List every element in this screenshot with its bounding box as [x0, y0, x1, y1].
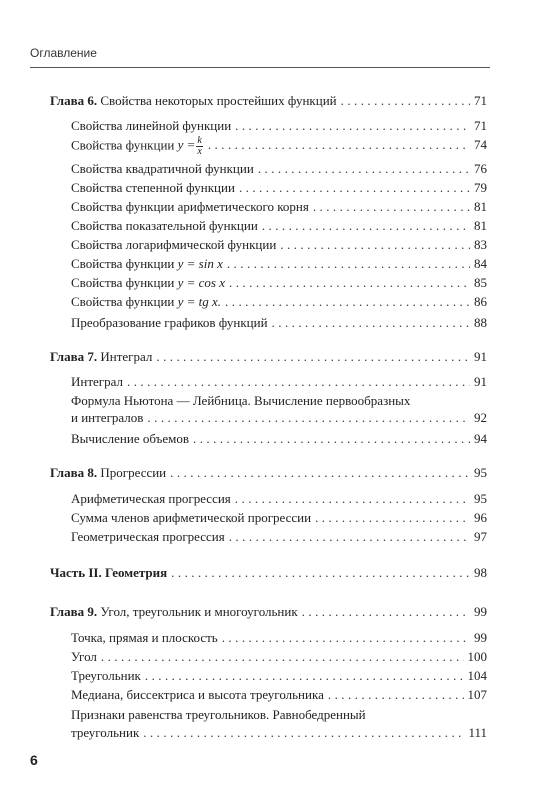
leader-dots [143, 724, 464, 741]
formula [177, 135, 204, 157]
leader-dots [313, 198, 470, 215]
leader-dots [222, 629, 470, 646]
page-number: 85 [474, 275, 487, 290]
chapter-label: Глава 7. [50, 349, 98, 364]
page-number: 76 [474, 161, 487, 176]
chapter-6-heading [50, 92, 337, 109]
part-title: Часть II. Геометрия [50, 565, 168, 580]
entry-title: Угол [71, 649, 97, 664]
toc-entry[interactable] [71, 629, 487, 646]
entry-text: Свойства функции [71, 256, 175, 271]
formula: y = tg x. [177, 294, 222, 309]
leader-dots [208, 136, 470, 153]
leader-dots [262, 217, 470, 234]
entry-title: Свойства линейной функции [71, 118, 232, 133]
page-number: 81 [474, 199, 487, 214]
toc-entry[interactable] [71, 430, 487, 447]
entry-title-line-1[interactable]: Формула Ньютона — Лейбница. Вычисление первообразных [71, 393, 411, 408]
toc-entry[interactable] [71, 236, 487, 253]
leader-dots [272, 314, 470, 331]
toc-entry[interactable] [71, 490, 487, 507]
leader-dots [341, 92, 470, 109]
leader-dots [258, 160, 470, 177]
toc-entry[interactable] [71, 648, 487, 665]
chapter-title: Интеграл [100, 349, 153, 364]
page-number: 97 [474, 529, 487, 544]
toc-entry[interactable] [71, 160, 487, 177]
leader-dots [235, 117, 470, 134]
toc-entry[interactable] [71, 217, 487, 234]
entry-text: Свойства функции [71, 294, 175, 309]
page-number: 104 [467, 668, 487, 683]
leader-dots [171, 564, 470, 581]
entry-title [71, 136, 204, 157]
header-rule [30, 67, 490, 68]
entry-title: Свойства показательной функции [71, 218, 258, 233]
entry-title: Точка, прямая и плоскость [71, 630, 218, 645]
leader-dots [145, 667, 464, 684]
toc-entry[interactable] [71, 686, 487, 703]
chapter-7-heading [50, 348, 152, 365]
chapter-title: Прогрессии [100, 465, 167, 480]
entry-title: Сумма членов арифметической прогрессии [71, 510, 312, 525]
leader-dots [101, 648, 464, 665]
toc-entry[interactable] [71, 179, 487, 196]
leader-dots [302, 603, 470, 620]
toc-chapter-6[interactable] [50, 92, 487, 109]
chapter-label: Глава 6. [50, 93, 98, 108]
toc-entry[interactable] [71, 136, 487, 157]
formula-lhs: y = [177, 137, 196, 153]
leader-dots [170, 464, 470, 481]
toc-part-2[interactable] [50, 564, 487, 581]
toc-chapter-9[interactable] [50, 603, 487, 620]
formula: y = cos x [177, 275, 226, 290]
leader-dots [193, 430, 470, 447]
page-number: 98 [474, 565, 487, 580]
entry-title [71, 293, 221, 310]
page-number: 71 [474, 93, 487, 108]
page-number: 79 [474, 180, 487, 195]
entry-title-line-2: треугольник [71, 725, 140, 740]
leader-dots [156, 348, 470, 365]
page-number: 100 [467, 649, 487, 664]
page-number: 99 [474, 604, 487, 619]
toc-entry[interactable] [71, 528, 487, 545]
page-number: 94 [474, 431, 487, 446]
page-number: 84 [474, 256, 487, 271]
toc-entry[interactable] [71, 409, 487, 426]
page-number: 107 [467, 687, 487, 702]
leader-dots [315, 509, 470, 526]
page-number: 81 [474, 218, 487, 233]
running-header: Оглавление [30, 46, 97, 60]
chapter-title: Свойства некоторых простейших функций [100, 93, 337, 108]
leader-dots [147, 409, 470, 426]
page-number: 74 [474, 137, 487, 153]
entry-text: Свойства функции [71, 137, 175, 153]
leader-dots [229, 528, 470, 545]
leader-dots [235, 490, 470, 507]
entry-title: Медиана, биссектриса и высота треугольника [71, 687, 324, 702]
leader-dots [239, 179, 470, 196]
page-number: 95 [474, 465, 487, 480]
chapter-8-heading [50, 464, 166, 481]
page-number: 111 [468, 725, 487, 740]
page-number: 96 [474, 510, 487, 525]
page-number: 99 [474, 630, 487, 645]
page-number: 95 [474, 491, 487, 506]
page-number: 71 [474, 118, 487, 133]
page-number: 92 [474, 410, 487, 425]
chapter-label: Глава 8. [50, 465, 98, 480]
toc-entry[interactable] [71, 117, 487, 134]
toc-entry[interactable] [71, 314, 487, 331]
entry-title-line-2: и интегралов [71, 410, 144, 425]
entry-title: Свойства функции арифметического корня [71, 199, 309, 214]
toc-entry[interactable] [71, 509, 487, 526]
chapter-title: Угол, треугольник и многоугольник [100, 604, 298, 619]
toc-entry[interactable] [71, 198, 487, 215]
entry-title: Интеграл [71, 374, 123, 389]
page-number-footer: 6 [30, 752, 38, 768]
leader-dots [127, 373, 470, 390]
leader-dots [225, 293, 470, 310]
entry-title: Арифметическая прогрессия [71, 491, 231, 506]
leader-dots [328, 686, 464, 703]
toc-chapter-7[interactable] [50, 348, 487, 365]
leader-dots [229, 274, 470, 291]
entry-title: Треугольник [71, 668, 141, 683]
entry-title [71, 274, 225, 291]
chapter-label: Глава 9. [50, 604, 98, 619]
page-number: 91 [474, 374, 487, 389]
toc-entry[interactable] [71, 667, 487, 684]
chapter-9-heading [50, 603, 298, 620]
page-number: 83 [474, 237, 487, 252]
toc-entry[interactable] [71, 255, 487, 272]
toc-entry[interactable] [71, 724, 487, 741]
entry-title: Преобразование графиков функций [71, 315, 268, 330]
fraction-denominator: x [197, 146, 202, 157]
page-number: 88 [474, 315, 487, 330]
toc-entry[interactable] [71, 274, 487, 291]
page-number: 91 [474, 349, 487, 364]
entry-title: Свойства квадратичной функции [71, 161, 254, 176]
fraction-numerator: k [197, 135, 202, 146]
leader-dots [227, 255, 470, 272]
entry-text: Свойства функции [71, 275, 175, 290]
entry-title: Свойства логарифмической функции [71, 237, 277, 252]
formula: y = sin x [177, 256, 223, 271]
toc-chapter-8[interactable] [50, 464, 487, 481]
leader-dots [280, 236, 470, 253]
entry-title [71, 255, 223, 272]
entry-title-line-1[interactable]: Признаки равенства треугольников. Равнобедренный [71, 707, 366, 722]
entry-title: Вычисление объемов [71, 431, 190, 446]
page-number: 86 [474, 294, 487, 309]
entry-title: Геометрическая прогрессия [71, 529, 225, 544]
entry-title: Свойства степенной функции [71, 180, 235, 195]
toc-entry[interactable] [71, 373, 487, 390]
toc-entry[interactable] [71, 293, 487, 310]
fraction [196, 136, 202, 157]
